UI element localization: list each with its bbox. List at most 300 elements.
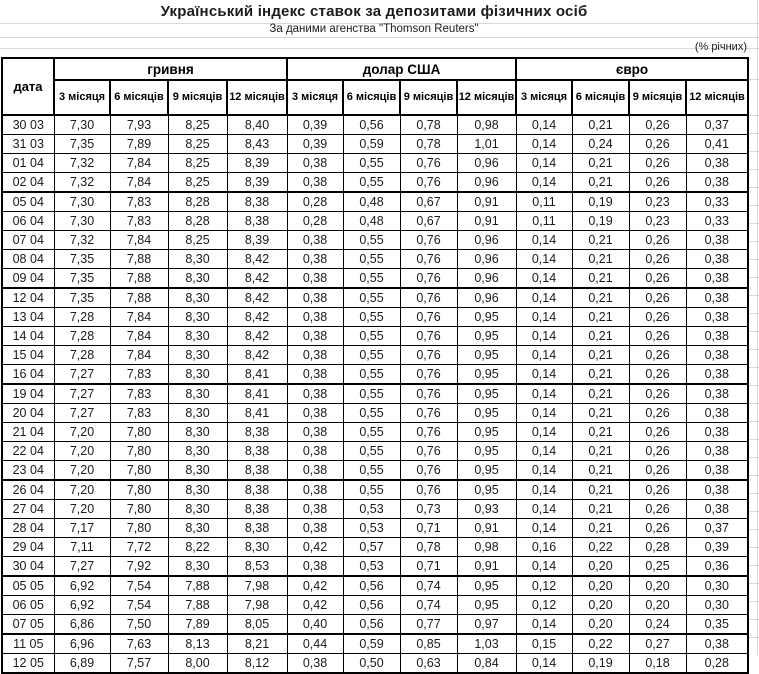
rate-cell-usd: 0,55 [343, 288, 400, 308]
rate-cell-uah: 8,25 [168, 231, 227, 250]
rate-cell-uah: 8,38 [227, 423, 287, 442]
rate-cell-uah: 7,84 [110, 154, 168, 173]
rate-cell-usd: 0,96 [457, 231, 516, 250]
date-cell: 14 04 [2, 327, 54, 346]
rate-cell-uah: 7,93 [110, 115, 168, 135]
date-cell: 16 04 [2, 365, 54, 385]
rate-cell-uah: 7,35 [54, 269, 110, 289]
rate-cell-usd: 0,95 [457, 346, 516, 365]
rate-cell-uah: 8,41 [227, 404, 287, 423]
rate-cell-eur: 0,14 [516, 519, 572, 538]
date-cell: 13 04 [2, 308, 54, 327]
rate-cell-usd: 0,73 [400, 500, 457, 519]
rate-cell-uah: 7,35 [54, 135, 110, 154]
rate-cell-usd: 0,38 [287, 442, 343, 461]
rate-cell-eur: 0,37 [686, 115, 748, 135]
gridline [757, 0, 758, 655]
rate-cell-uah: 7,20 [54, 461, 110, 481]
term-header: 9 місяців [629, 80, 686, 115]
rate-cell-eur: 0,38 [686, 250, 748, 269]
rate-cell-usd: 0,38 [287, 173, 343, 193]
rate-cell-uah: 6,96 [54, 634, 110, 654]
rate-cell-uah: 7,98 [227, 596, 287, 615]
table-row [2, 346, 748, 365]
rate-cell-eur: 0,21 [572, 423, 629, 442]
rate-cell-uah: 8,13 [168, 634, 227, 654]
gridline [749, 385, 759, 386]
rate-cell-usd: 0,55 [343, 308, 400, 327]
currency-group-header-1: долар США [287, 58, 516, 80]
rate-cell-eur: 0,21 [572, 308, 629, 327]
date-cell: 06 04 [2, 212, 54, 231]
rate-cell-usd: 0,55 [343, 365, 400, 385]
table-row [2, 654, 748, 674]
rate-cell-eur: 0,14 [516, 654, 572, 674]
rate-cell-eur: 0,38 [686, 404, 748, 423]
rate-cell-eur: 0,26 [629, 269, 686, 289]
gridline [749, 511, 759, 512]
rate-cell-uah: 8,22 [168, 538, 227, 557]
rate-cell-eur: 0,14 [516, 173, 572, 193]
rate-cell-usd: 0,96 [457, 269, 516, 289]
rate-cell-uah: 7,11 [54, 538, 110, 557]
gridline [749, 529, 759, 530]
rate-cell-usd: 0,91 [457, 519, 516, 538]
rate-cell-usd: 0,78 [400, 538, 457, 557]
date-cell: 29 04 [2, 538, 54, 557]
table-row [2, 615, 748, 635]
rate-cell-usd: 0,76 [400, 365, 457, 385]
rate-cell-eur: 0,14 [516, 461, 572, 481]
rate-cell-eur: 0,38 [686, 327, 748, 346]
rate-cell-uah: 8,21 [227, 634, 287, 654]
rate-cell-eur: 0,21 [572, 500, 629, 519]
rate-cell-usd: 0,76 [400, 231, 457, 250]
date-column-header: дата [2, 58, 54, 115]
rate-cell-uah: 7,54 [110, 576, 168, 596]
rate-cell-eur: 0,26 [629, 115, 686, 135]
rate-cell-eur: 0,26 [629, 231, 686, 250]
rate-cell-usd: 0,38 [287, 250, 343, 269]
rate-cell-usd: 0,38 [287, 519, 343, 538]
rate-cell-uah: 8,30 [168, 423, 227, 442]
rate-cell-usd: 0,76 [400, 173, 457, 193]
rate-cell-usd: 0,40 [287, 615, 343, 635]
rate-cell-eur: 0,23 [629, 192, 686, 212]
rate-cell-usd: 0,55 [343, 423, 400, 442]
rate-cell-usd: 0,95 [457, 596, 516, 615]
rate-cell-eur: 0,26 [629, 480, 686, 500]
rate-cell-uah: 7,89 [110, 135, 168, 154]
rate-cell-usd: 0,56 [343, 576, 400, 596]
rate-cell-eur: 0,38 [686, 461, 748, 481]
rate-cell-eur: 0,21 [572, 231, 629, 250]
rate-cell-uah: 7,80 [110, 442, 168, 461]
rate-cell-eur: 0,38 [686, 480, 748, 500]
date-cell: 05 05 [2, 576, 54, 596]
rate-cell-eur: 0,14 [516, 404, 572, 423]
rate-cell-usd: 0,76 [400, 327, 457, 346]
rate-cell-usd: 0,55 [343, 154, 400, 173]
date-cell: 15 04 [2, 346, 54, 365]
rate-cell-uah: 8,41 [227, 384, 287, 404]
rate-cell-uah: 8,38 [227, 192, 287, 212]
rate-cell-uah: 8,05 [227, 615, 287, 635]
rate-cell-uah: 8,38 [227, 519, 287, 538]
unit-note: (% річних) [694, 41, 747, 53]
rate-cell-eur: 0,38 [686, 384, 748, 404]
date-cell: 12 04 [2, 288, 54, 308]
rate-cell-usd: 0,76 [400, 461, 457, 481]
rate-cell-eur: 0,26 [629, 404, 686, 423]
rate-cell-uah: 7,84 [110, 346, 168, 365]
date-cell: 30 04 [2, 557, 54, 577]
rate-cell-eur: 0,41 [686, 135, 748, 154]
rate-cell-usd: 0,38 [287, 500, 343, 519]
gridline [749, 187, 759, 188]
rate-cell-uah: 8,25 [168, 135, 227, 154]
rate-cell-usd: 0,96 [457, 154, 516, 173]
rate-cell-uah: 8,39 [227, 154, 287, 173]
rate-cell-usd: 0,91 [457, 212, 516, 231]
rate-cell-uah: 7,35 [54, 288, 110, 308]
rate-cell-eur: 0,38 [686, 423, 748, 442]
gridline [749, 637, 759, 638]
rate-cell-eur: 0,38 [686, 173, 748, 193]
rate-cell-uah: 8,41 [227, 365, 287, 385]
rate-cell-usd: 0,56 [343, 115, 400, 135]
rate-cell-eur: 0,36 [686, 557, 748, 577]
rate-cell-uah: 7,30 [54, 192, 110, 212]
table-row [2, 327, 748, 346]
rate-cell-usd: 0,76 [400, 250, 457, 269]
rate-cell-uah: 7,92 [110, 557, 168, 577]
rate-cell-uah: 8,39 [227, 173, 287, 193]
rate-cell-usd: 0,78 [400, 115, 457, 135]
rate-cell-eur: 0,33 [686, 192, 748, 212]
rate-cell-eur: 0,11 [516, 212, 572, 231]
rate-cell-uah: 7,80 [110, 423, 168, 442]
rate-cell-eur: 0,14 [516, 250, 572, 269]
rate-cell-uah: 8,30 [168, 404, 227, 423]
gridline [749, 601, 759, 602]
rate-cell-eur: 0,18 [629, 654, 686, 674]
rate-cell-eur: 0,21 [572, 250, 629, 269]
rate-cell-usd: 0,95 [457, 327, 516, 346]
rate-cell-eur: 0,20 [572, 596, 629, 615]
rate-cell-uah: 7,83 [110, 404, 168, 423]
rate-cell-usd: 0,55 [343, 346, 400, 365]
rate-cell-eur: 0,26 [629, 250, 686, 269]
term-header: 9 місяців [168, 80, 227, 115]
rate-cell-usd: 0,42 [287, 538, 343, 557]
rate-cell-eur: 0,37 [686, 519, 748, 538]
rate-cell-usd: 0,38 [287, 423, 343, 442]
gridline [749, 79, 759, 80]
rate-cell-eur: 0,14 [516, 308, 572, 327]
rate-cell-eur: 0,26 [629, 365, 686, 385]
rate-cell-usd: 0,56 [343, 596, 400, 615]
rate-cell-usd: 1,01 [457, 135, 516, 154]
date-cell: 06 05 [2, 596, 54, 615]
table-row [2, 231, 748, 250]
rate-cell-eur: 0,26 [629, 346, 686, 365]
rate-cell-uah: 7,63 [110, 634, 168, 654]
rate-cell-usd: 0,48 [343, 212, 400, 231]
rate-cell-uah: 7,27 [54, 365, 110, 385]
rate-cell-uah: 8,25 [168, 154, 227, 173]
rate-cell-eur: 0,14 [516, 115, 572, 135]
rate-cell-usd: 0,76 [400, 346, 457, 365]
rate-cell-eur: 0,38 [686, 269, 748, 289]
rate-cell-eur: 0,30 [686, 576, 748, 596]
rate-cell-eur: 0,20 [572, 557, 629, 577]
rate-cell-usd: 0,95 [457, 365, 516, 385]
rate-cell-usd: 0,76 [400, 308, 457, 327]
rate-cell-uah: 8,42 [227, 288, 287, 308]
rate-cell-uah: 8,38 [227, 212, 287, 231]
rate-cell-usd: 0,56 [343, 615, 400, 635]
rate-cell-usd: 0,93 [457, 500, 516, 519]
rate-cell-uah: 7,32 [54, 173, 110, 193]
rate-cell-eur: 0,14 [516, 500, 572, 519]
rate-cell-usd: 0,59 [343, 634, 400, 654]
rate-cell-usd: 0,38 [287, 365, 343, 385]
rate-cell-usd: 0,77 [400, 615, 457, 635]
gridline [749, 205, 759, 206]
rate-cell-uah: 7,28 [54, 308, 110, 327]
term-header: 6 місяців [572, 80, 629, 115]
rate-cell-eur: 0,28 [686, 654, 748, 674]
rate-cell-uah: 7,83 [110, 365, 168, 385]
rate-cell-usd: 0,67 [400, 212, 457, 231]
rate-cell-uah: 8,38 [227, 442, 287, 461]
date-cell: 07 05 [2, 615, 54, 635]
rate-cell-usd: 0,55 [343, 269, 400, 289]
rate-cell-usd: 0,38 [287, 404, 343, 423]
rate-cell-usd: 0,95 [457, 461, 516, 481]
rate-cell-eur: 0,25 [629, 557, 686, 577]
rate-cell-eur: 0,26 [629, 384, 686, 404]
rate-cell-eur: 0,14 [516, 423, 572, 442]
rate-cell-uah: 8,00 [168, 654, 227, 674]
rate-cell-usd: 0,98 [457, 538, 516, 557]
rate-cell-usd: 0,95 [457, 442, 516, 461]
rate-cell-usd: 0,38 [287, 288, 343, 308]
rate-cell-usd: 0,42 [287, 596, 343, 615]
rate-cell-uah: 7,57 [110, 654, 168, 674]
rate-cell-uah: 8,42 [227, 308, 287, 327]
date-cell: 11 05 [2, 634, 54, 654]
rate-cell-eur: 0,12 [516, 596, 572, 615]
rate-cell-usd: 0,98 [457, 115, 516, 135]
rate-cell-uah: 7,27 [54, 384, 110, 404]
table-row [2, 519, 748, 538]
rate-cell-usd: 0,96 [457, 250, 516, 269]
date-cell: 23 04 [2, 461, 54, 481]
rate-cell-usd: 0,39 [287, 135, 343, 154]
rate-cell-usd: 0,74 [400, 596, 457, 615]
rate-cell-eur: 0,15 [516, 634, 572, 654]
rate-cell-eur: 0,21 [572, 480, 629, 500]
rate-cell-usd: 0,59 [343, 135, 400, 154]
rate-cell-eur: 0,20 [629, 576, 686, 596]
rate-cell-usd: 0,48 [343, 192, 400, 212]
rate-cell-uah: 7,17 [54, 519, 110, 538]
rate-cell-usd: 0,91 [457, 557, 516, 577]
gridline [749, 565, 759, 566]
date-cell: 28 04 [2, 519, 54, 538]
rate-cell-uah: 8,42 [227, 327, 287, 346]
gridline [749, 115, 759, 116]
table-row [2, 384, 748, 404]
rate-cell-uah: 7,83 [110, 384, 168, 404]
rate-cell-uah: 7,50 [110, 615, 168, 635]
gridline [749, 241, 759, 242]
currency-group-header-0: гривня [54, 58, 287, 80]
rate-cell-usd: 0,71 [400, 557, 457, 577]
gridline [0, 37, 759, 38]
rate-cell-usd: 0,38 [287, 231, 343, 250]
rate-cell-uah: 8,30 [168, 519, 227, 538]
rate-cell-uah: 7,80 [110, 480, 168, 500]
term-header: 12 місяців [686, 80, 748, 115]
rate-cell-eur: 0,20 [572, 576, 629, 596]
rate-cell-eur: 0,38 [686, 154, 748, 173]
gridline [749, 259, 759, 260]
rate-cell-uah: 8,12 [227, 654, 287, 674]
term-header: 9 місяців [400, 80, 457, 115]
rate-cell-usd: 0,96 [457, 288, 516, 308]
rate-cell-eur: 0,21 [572, 404, 629, 423]
rate-cell-eur: 0,19 [572, 192, 629, 212]
gridline [749, 547, 759, 548]
date-cell: 26 04 [2, 480, 54, 500]
page-subtitle: За даними агенства "Thomson Reuters" [269, 23, 479, 35]
rate-cell-uah: 7,80 [110, 461, 168, 481]
rate-cell-eur: 0,28 [629, 538, 686, 557]
table-row [2, 576, 748, 596]
term-header: 12 місяців [227, 80, 287, 115]
rate-cell-uah: 8,30 [168, 557, 227, 577]
rate-cell-usd: 0,91 [457, 192, 516, 212]
rate-cell-usd: 0,53 [343, 557, 400, 577]
rate-cell-eur: 0,20 [629, 596, 686, 615]
rate-cell-uah: 8,25 [168, 173, 227, 193]
table-row [2, 538, 748, 557]
gridline [749, 367, 759, 368]
date-cell: 20 04 [2, 404, 54, 423]
rate-cell-eur: 0,21 [572, 115, 629, 135]
gridline [749, 133, 759, 134]
rate-cell-uah: 8,42 [227, 269, 287, 289]
rate-cell-eur: 0,21 [572, 173, 629, 193]
rate-cell-eur: 0,14 [516, 557, 572, 577]
rate-cell-uah: 7,80 [110, 500, 168, 519]
rate-cell-uah: 8,30 [168, 269, 227, 289]
rate-cell-usd: 0,76 [400, 288, 457, 308]
term-header: 6 місяців [110, 80, 168, 115]
date-cell: 21 04 [2, 423, 54, 442]
rate-cell-uah: 8,38 [227, 461, 287, 481]
rate-cell-eur: 0,26 [629, 288, 686, 308]
date-cell: 31 03 [2, 135, 54, 154]
rate-cell-eur: 0,24 [572, 135, 629, 154]
rate-cell-usd: 0,97 [457, 615, 516, 635]
rate-cell-usd: 0,55 [343, 442, 400, 461]
rate-cell-usd: 0,67 [400, 192, 457, 212]
rate-cell-eur: 0,21 [572, 519, 629, 538]
rate-cell-eur: 0,39 [686, 538, 748, 557]
rate-cell-uah: 7,84 [110, 327, 168, 346]
date-cell: 09 04 [2, 269, 54, 289]
rate-cell-usd: 0,95 [457, 423, 516, 442]
rate-cell-eur: 0,38 [686, 365, 748, 385]
rate-cell-uah: 8,25 [168, 115, 227, 135]
gridline [749, 421, 759, 422]
rate-cell-usd: 1,03 [457, 634, 516, 654]
rate-cell-uah: 8,30 [168, 365, 227, 385]
rate-cell-usd: 0,76 [400, 442, 457, 461]
date-cell: 01 04 [2, 154, 54, 173]
rate-cell-uah: 8,30 [168, 480, 227, 500]
rate-cell-uah: 7,35 [54, 250, 110, 269]
rate-cell-uah: 8,39 [227, 231, 287, 250]
rate-cell-uah: 6,92 [54, 576, 110, 596]
rate-cell-usd: 0,38 [287, 384, 343, 404]
rate-cell-eur: 0,14 [516, 384, 572, 404]
rate-cell-usd: 0,96 [457, 173, 516, 193]
rate-cell-uah: 8,38 [227, 500, 287, 519]
rate-cell-uah: 8,30 [168, 346, 227, 365]
date-cell: 27 04 [2, 500, 54, 519]
term-header: 6 місяців [343, 80, 400, 115]
rate-cell-usd: 0,78 [400, 135, 457, 154]
gridline [749, 583, 759, 584]
rate-cell-eur: 0,21 [572, 346, 629, 365]
rate-cell-uah: 7,28 [54, 346, 110, 365]
gridline [749, 403, 759, 404]
rate-cell-eur: 0,14 [516, 327, 572, 346]
rate-cell-eur: 0,19 [572, 654, 629, 674]
table-row [2, 154, 748, 173]
rate-cell-uah: 7,84 [110, 231, 168, 250]
rate-cell-eur: 0,38 [686, 634, 748, 654]
rate-cell-usd: 0,39 [287, 115, 343, 135]
table-row [2, 442, 748, 461]
gridline [749, 151, 759, 152]
rate-cell-usd: 0,76 [400, 404, 457, 423]
rate-cell-usd: 0,38 [287, 308, 343, 327]
rate-cell-uah: 7,20 [54, 442, 110, 461]
rate-cell-eur: 0,16 [516, 538, 572, 557]
rate-cell-eur: 0,14 [516, 615, 572, 635]
rate-cell-usd: 0,95 [457, 308, 516, 327]
rate-cell-eur: 0,38 [686, 231, 748, 250]
rate-cell-uah: 8,42 [227, 250, 287, 269]
table-row [2, 250, 748, 269]
date-cell: 22 04 [2, 442, 54, 461]
rate-cell-usd: 0,28 [287, 192, 343, 212]
table-row [2, 461, 748, 481]
rate-cell-uah: 8,38 [227, 480, 287, 500]
rate-cell-eur: 0,14 [516, 442, 572, 461]
table-row [2, 288, 748, 308]
rate-cell-eur: 0,33 [686, 212, 748, 231]
rate-cell-eur: 0,21 [572, 154, 629, 173]
rate-cell-eur: 0,14 [516, 288, 572, 308]
rate-cell-uah: 8,30 [168, 327, 227, 346]
